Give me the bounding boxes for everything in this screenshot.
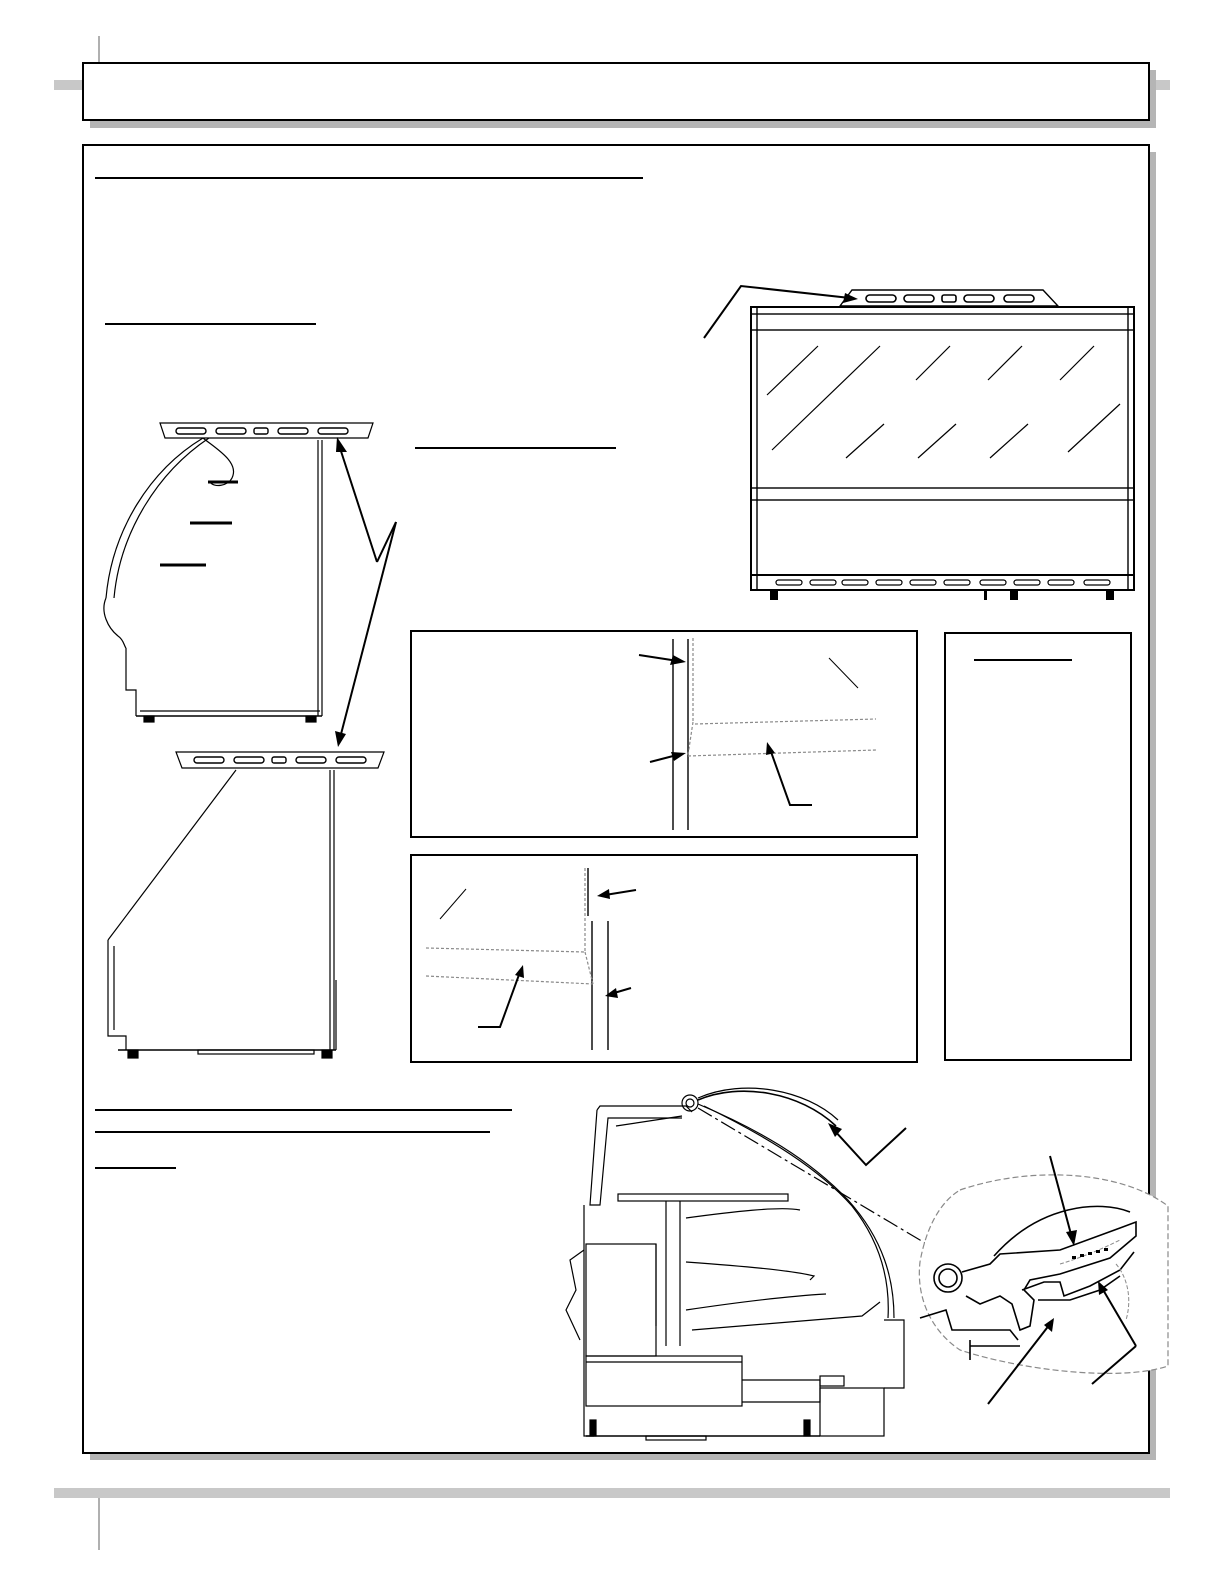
mounting-bracket-top: [176, 752, 384, 768]
glass-channel-magnified-detail: [919, 1175, 1168, 1374]
notes-box: [945, 633, 1131, 1060]
header-banner: [83, 63, 1156, 128]
mounting-bracket-top: [840, 290, 1058, 306]
detail-callout-left-joint: [411, 631, 917, 837]
mounting-bracket-top: [160, 423, 373, 438]
detail-callout-right-joint: [411, 855, 917, 1062]
